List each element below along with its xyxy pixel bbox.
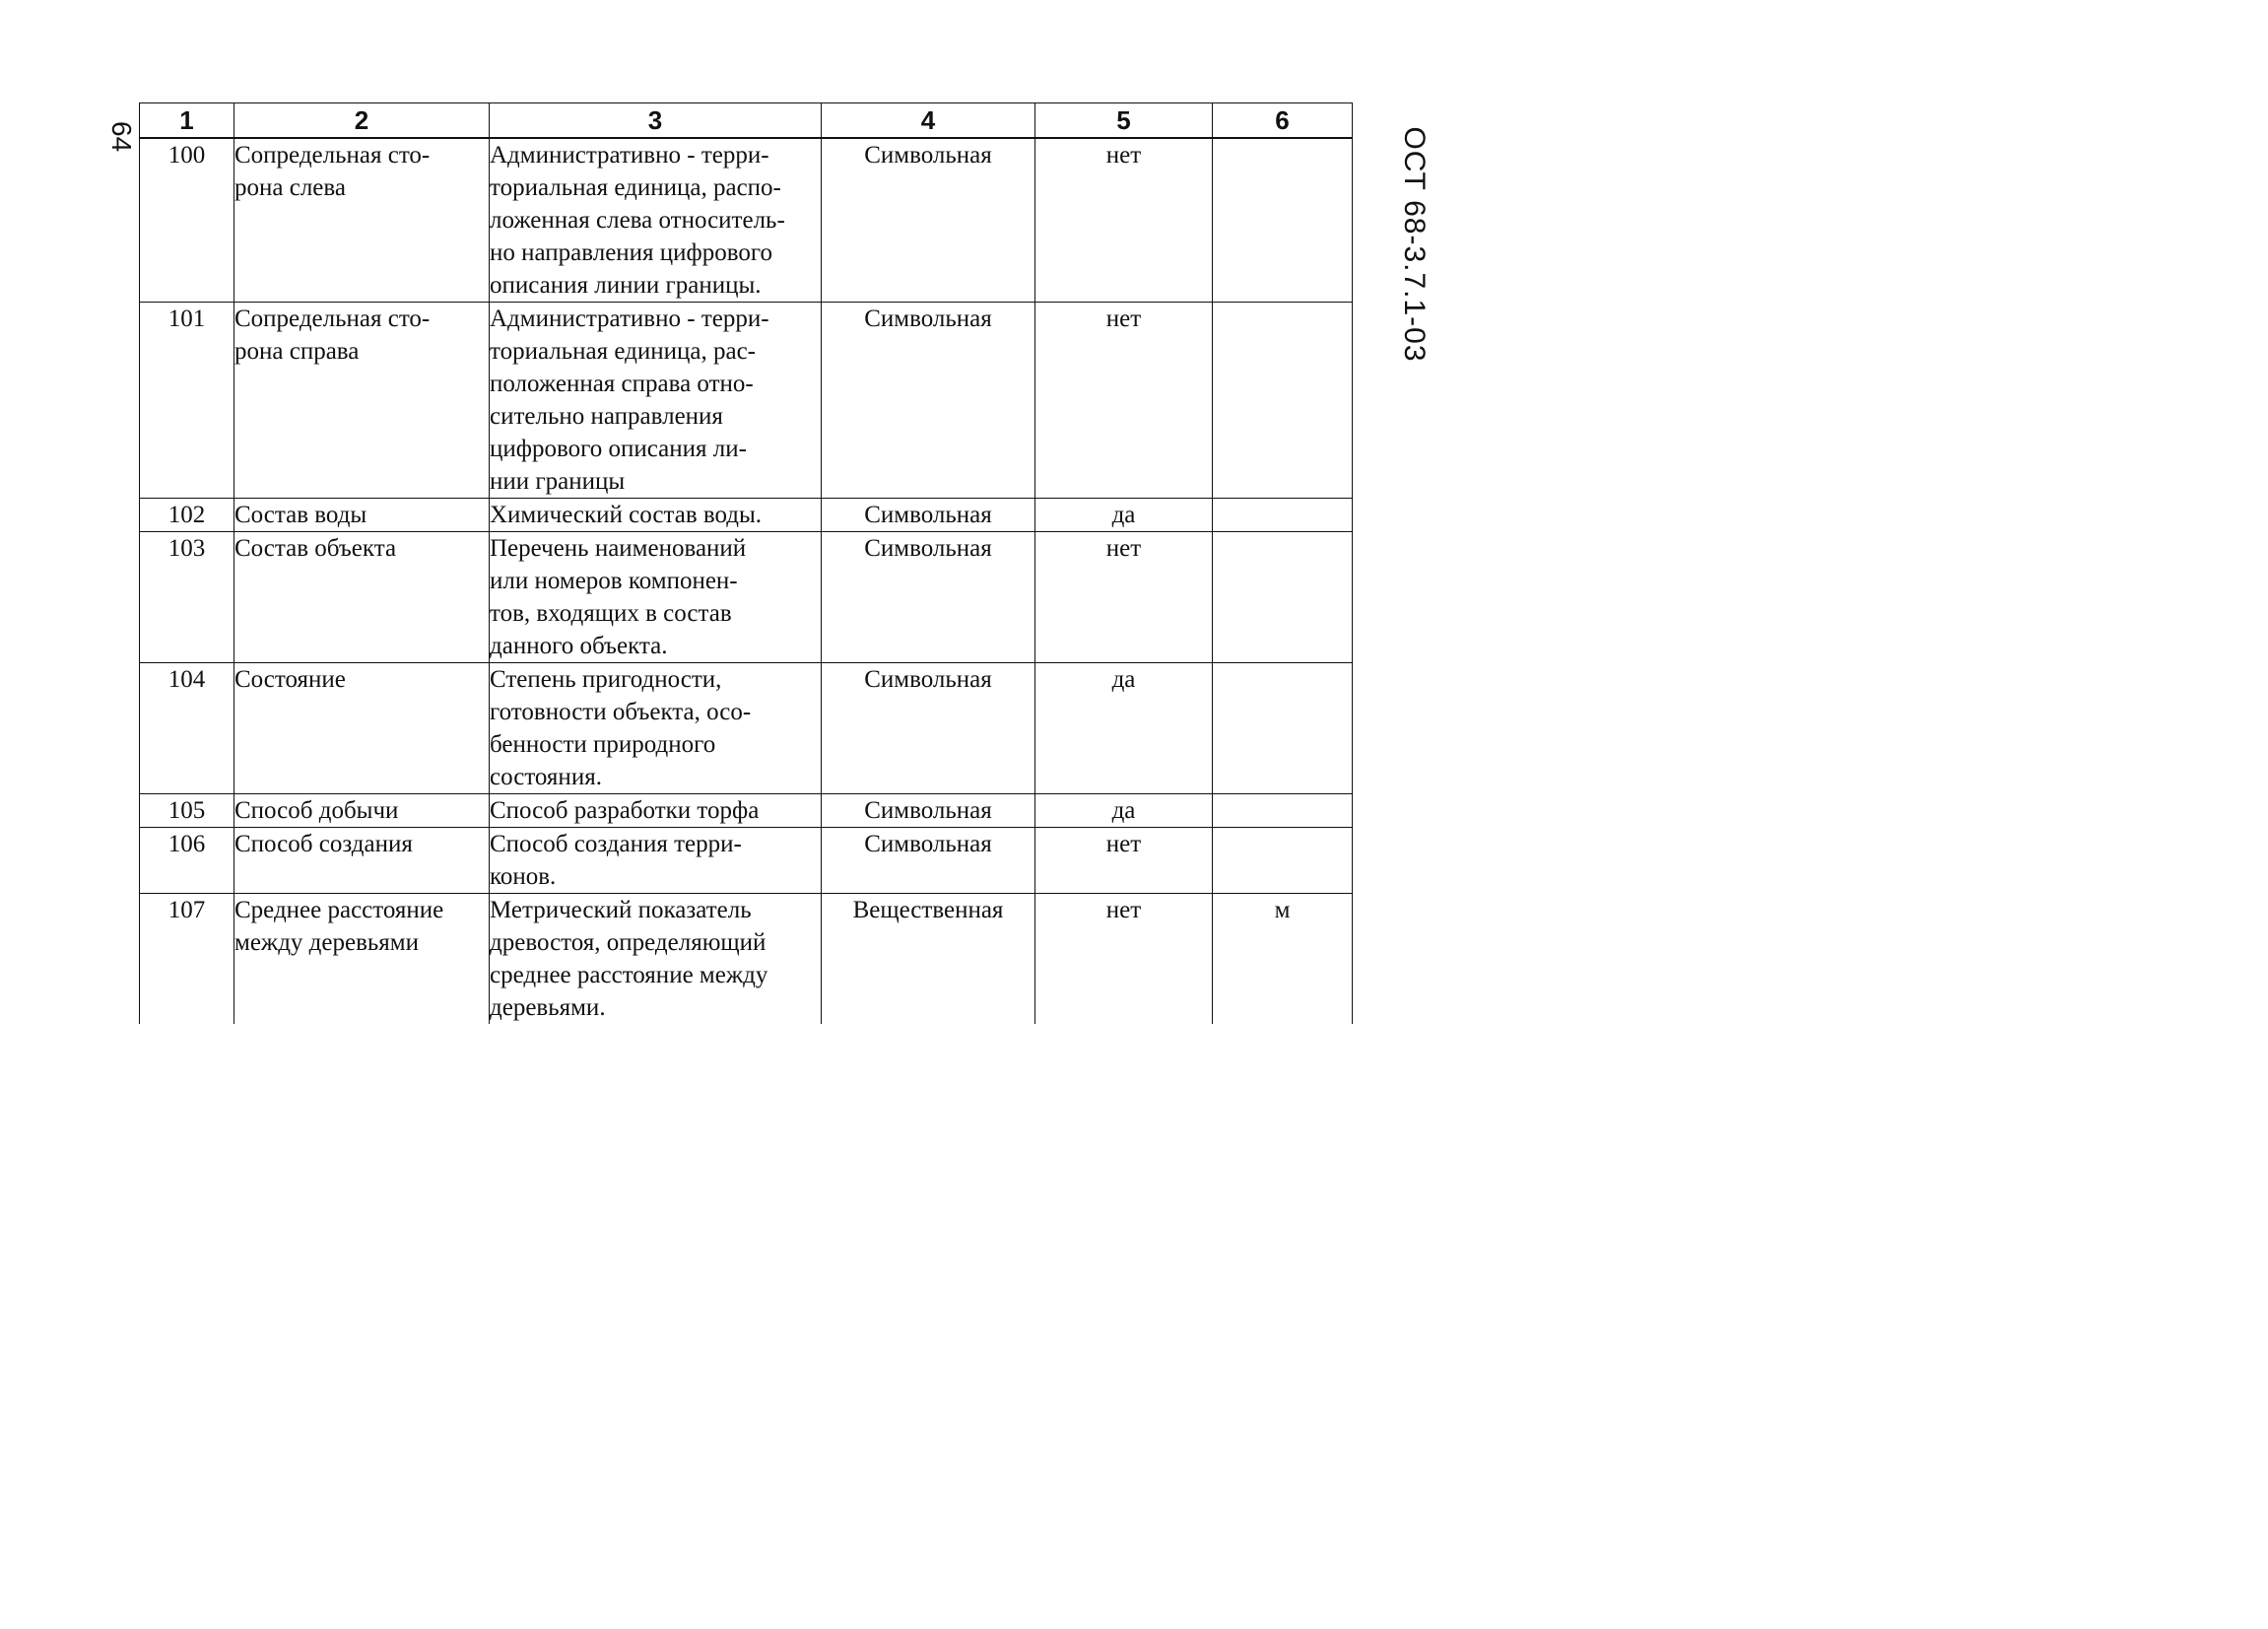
attribute-name xyxy=(234,499,490,532)
attribute-mandatory-text: нет xyxy=(1105,305,1142,332)
attribute-unit xyxy=(1213,794,1353,828)
table-row xyxy=(140,894,1353,1025)
attribute-type-text: Символьная xyxy=(864,535,992,562)
attribute-mandatory-text: да xyxy=(1111,797,1136,824)
attribute-unit xyxy=(1213,499,1353,532)
attribute-description xyxy=(490,663,822,794)
attribute-description xyxy=(490,303,822,499)
attribute-mandatory-text: нет xyxy=(1105,831,1142,857)
column-header: 1 xyxy=(140,103,234,139)
attribute-code xyxy=(140,303,234,499)
attribute-code-text: 105 xyxy=(167,797,206,824)
attribute-description xyxy=(490,532,822,663)
attribute-name xyxy=(234,828,490,894)
table-row xyxy=(140,499,1353,532)
attribute-name-text: Сопредельная сто- рона слева xyxy=(234,142,431,201)
attribute-description-text: Перечень наименований или номеров компонен- тов, входящих в состав данного объекта. xyxy=(490,535,747,659)
attribute-code-text: 107 xyxy=(167,897,206,923)
table-row xyxy=(140,828,1353,894)
attribute-type-text: Вещественная xyxy=(852,897,1004,923)
attribute-unit xyxy=(1213,828,1353,894)
column-header: 2 xyxy=(234,103,490,139)
table-row xyxy=(140,794,1353,828)
attribute-code xyxy=(140,794,234,828)
attribute-code-text: 101 xyxy=(167,305,206,332)
attribute-code-text: 104 xyxy=(167,666,206,693)
attribute-mandatory xyxy=(1035,138,1213,303)
attribute-unit xyxy=(1213,894,1353,1025)
attribute-name-text: Сопредельная сто- рона справа xyxy=(234,305,431,365)
attribute-name-text: Способ добычи xyxy=(234,797,399,824)
attribute-code-text: 102 xyxy=(167,502,206,528)
attribute-type-text: Символьная xyxy=(864,797,992,824)
attribute-name xyxy=(234,303,490,499)
attribute-type xyxy=(822,499,1035,532)
attribute-name-text: Состояние xyxy=(234,666,346,693)
attribute-mandatory-text: нет xyxy=(1105,142,1142,169)
attribute-unit xyxy=(1213,663,1353,794)
attribute-code xyxy=(140,828,234,894)
attribute-name-text: Среднее расстояние между деревьями xyxy=(234,897,444,956)
table-row xyxy=(140,532,1353,663)
attribute-name xyxy=(234,794,490,828)
attribute-type-text: Символьная xyxy=(864,142,992,169)
attribute-mandatory xyxy=(1035,894,1213,1025)
attribute-mandatory-text: да xyxy=(1111,666,1136,693)
attribute-name-text: Состав воды xyxy=(234,502,367,528)
attribute-code xyxy=(140,532,234,663)
attribute-mandatory xyxy=(1035,663,1213,794)
attribute-unit xyxy=(1213,532,1353,663)
attribute-type xyxy=(822,894,1035,1025)
attribute-mandatory xyxy=(1035,499,1213,532)
attribute-description-text: Административно - терри- ториальная единица, рас- положенная справа отно- сительно направления цифрового описания ли- нии границы xyxy=(490,305,769,495)
attribute-description-text: Способ разработки торфа xyxy=(490,797,760,824)
attribute-type xyxy=(822,794,1035,828)
attribute-description-text: Степень пригодности, готовности объекта, осо- бенности природного состояния. xyxy=(490,666,752,790)
attribute-type xyxy=(822,138,1035,303)
attribute-description-text: Способ создания терри- конов. xyxy=(490,831,742,890)
table-row xyxy=(140,663,1353,794)
document-code: ОСТ 68-3.7.1-03 xyxy=(1398,126,1431,363)
attribute-code xyxy=(140,663,234,794)
attribute-description xyxy=(490,138,822,303)
attributes-table xyxy=(139,102,1353,1024)
attribute-unit xyxy=(1213,303,1353,499)
attribute-type-text: Символьная xyxy=(864,305,992,332)
attribute-code-text: 106 xyxy=(167,831,206,857)
attribute-code-text: 100 xyxy=(167,142,206,169)
attribute-code xyxy=(140,499,234,532)
attribute-description xyxy=(490,499,822,532)
attribute-type-text: Символьная xyxy=(864,831,992,857)
attribute-name xyxy=(234,663,490,794)
attribute-mandatory xyxy=(1035,303,1213,499)
column-header: 6 xyxy=(1213,103,1353,139)
attribute-name xyxy=(234,894,490,1025)
column-header: 5 xyxy=(1035,103,1213,139)
attribute-mandatory xyxy=(1035,794,1213,828)
attribute-mandatory-text: нет xyxy=(1105,535,1142,562)
attribute-code-text: 103 xyxy=(167,535,206,562)
attribute-description-text: Химический состав воды. xyxy=(490,502,763,528)
attribute-description xyxy=(490,894,822,1025)
attribute-description-text: Административно - терри- ториальная единица, распо- ложенная слева относитель- но направления цифрового описания линии границы. xyxy=(490,142,785,299)
attribute-type xyxy=(822,828,1035,894)
attribute-name-text: Состав объекта xyxy=(234,535,397,562)
attribute-code xyxy=(140,138,234,303)
attribute-description xyxy=(490,794,822,828)
page-number: 64 xyxy=(106,121,137,153)
attribute-type xyxy=(822,532,1035,663)
attribute-type-text: Символьная xyxy=(864,502,992,528)
attribute-name xyxy=(234,532,490,663)
attribute-mandatory xyxy=(1035,828,1213,894)
column-header: 4 xyxy=(822,103,1035,139)
attribute-code xyxy=(140,894,234,1025)
attribute-type xyxy=(822,663,1035,794)
table-row xyxy=(140,138,1353,303)
attribute-description xyxy=(490,828,822,894)
attribute-unit xyxy=(1213,138,1353,303)
attribute-type-text: Символьная xyxy=(864,666,992,693)
column-header: 3 xyxy=(490,103,822,139)
attribute-name-text: Способ создания xyxy=(234,831,413,857)
table-row xyxy=(140,303,1353,499)
attribute-name xyxy=(234,138,490,303)
table-header-row xyxy=(140,103,1353,139)
attribute-mandatory-text: да xyxy=(1111,502,1136,528)
attribute-description-text: Метрический показатель древостоя, определяющий среднее расстояние между деревьями. xyxy=(490,897,768,1021)
attribute-mandatory-text: нет xyxy=(1105,897,1142,923)
attribute-mandatory xyxy=(1035,532,1213,663)
attribute-unit-text: м xyxy=(1274,897,1291,923)
attribute-type xyxy=(822,303,1035,499)
